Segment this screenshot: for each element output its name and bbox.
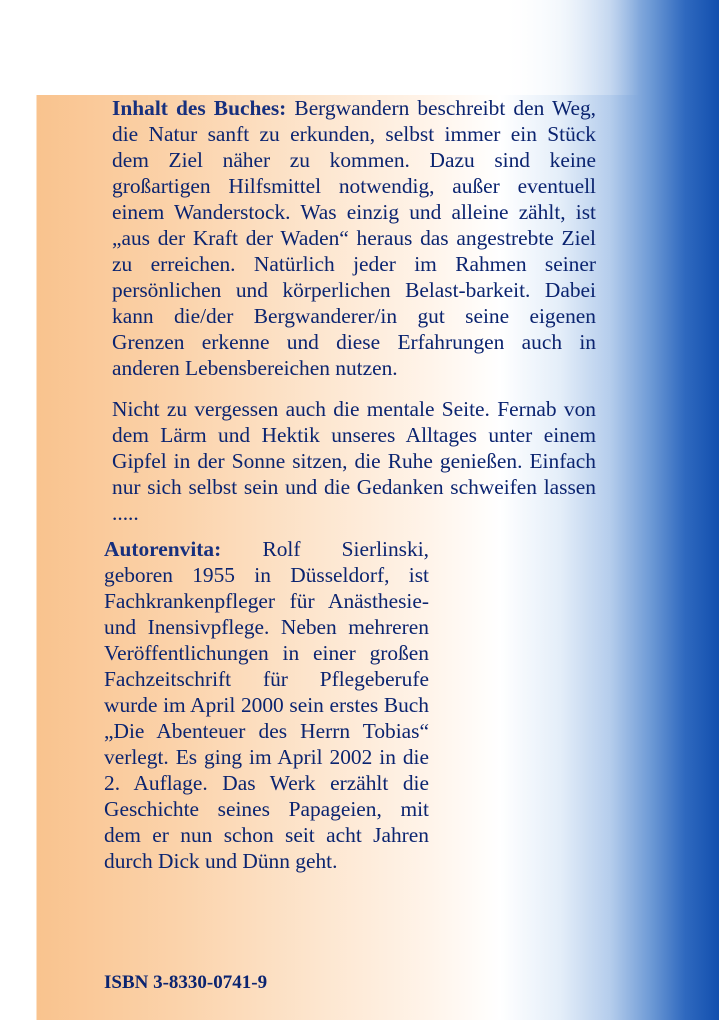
summary-paragraph-2: Nicht zu vergessen auch die mentale Seite. Fernab von dem Lärm und Hektik unseres Alltages unter einem Gipfel in der Sonne sitzen, die Ruhe genießen. Einfach nur sich selbst sein und die Gedanken schweifen lassen .....	[112, 397, 596, 525]
summary-paragraph-1	[112, 95, 596, 381]
book-summary	[112, 95, 596, 526]
summary-heading: Inhalt des Buches:	[112, 96, 287, 120]
summary-text: Bergwandern beschreibt den Weg, die Natur sanft zu erkunden, selbst immer ein Stück dem Ziel näher zu kommen. Dazu sind keine großartigen Hilfsmittel notwendig, außer eventuell einem Wanderstock. Was einzig und alleine zählt, ist „aus der Kraft der Waden“ heraus das angestrebte Ziel zu erreichen. Natürlich jeder im Rahmen seiner persönlichen und körperlichen Belast-barkeit. Dabei kann die/der Bergwanderer/in gut seine eigenen Grenzen erkenne und diese Erfahrungen auch in anderen Lebensbereichen nutzen.	[112, 96, 596, 380]
isbn-number: ISBN 3-8330-0741-9	[104, 972, 268, 993]
author-bio	[104, 536, 429, 874]
author-paragraph	[104, 536, 429, 874]
author-heading: Autorenvita:	[104, 537, 222, 561]
author-text: Rolf Sierlinski, geboren 1955 in Düsseldorf, ist Fachkrankenpfleger für Anästhesie- und Inensivpflege. Neben mehreren Veröffentlichungen in einer großen Fachzeitschrift für Pflegeberufe wurde im April 2000 sein erstes Buch „Die Abenteuer des Herrn Tobias“ verlegt. Es ging im April 2002 in die 2. Auflage. Das Werk erzählt die Geschichte seines Papageien, mit dem er nun schon seit acht Jahren durch Dick und Dünn geht.	[104, 537, 429, 873]
top-margin	[0, 0, 719, 95]
